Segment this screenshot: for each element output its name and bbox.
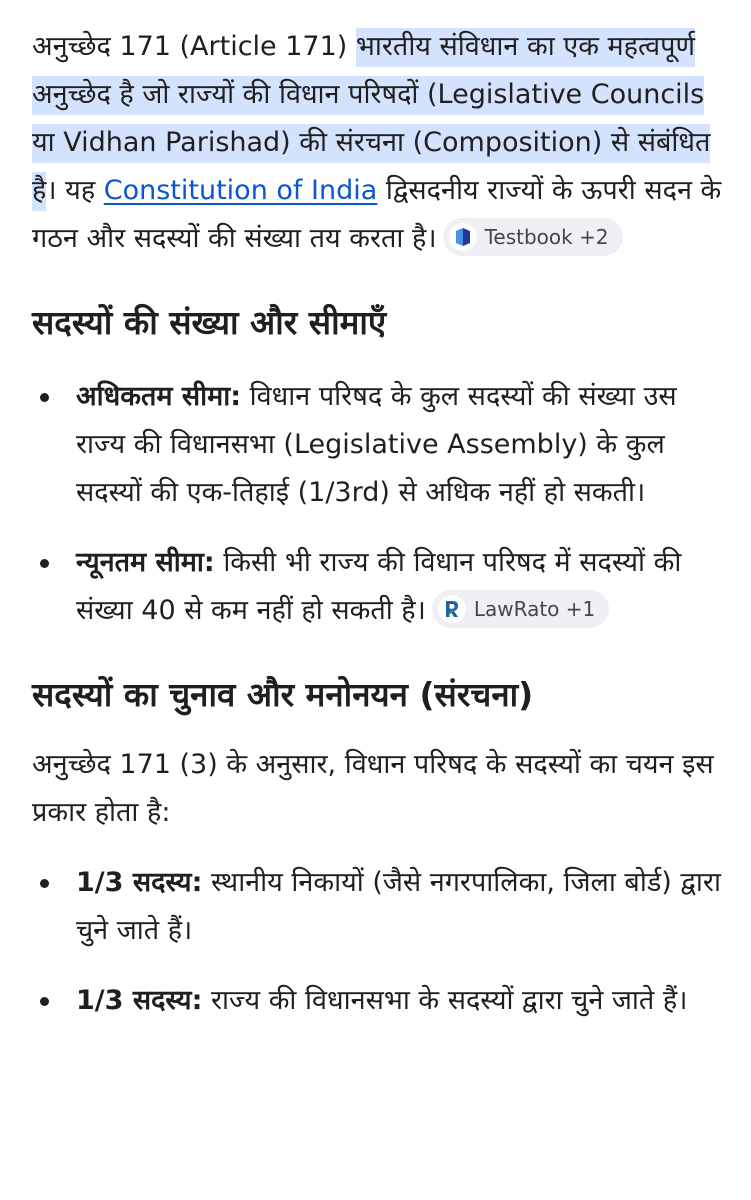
section-heading-election: सदस्यों का चुनाव और मनोनयन (संरचना) — [32, 675, 534, 714]
source-chip-testbook[interactable] — [443, 218, 623, 256]
limits-list — [32, 373, 732, 635]
bullet-dot — [40, 997, 49, 1006]
source-chip-lawrato[interactable] — [432, 590, 609, 628]
list-item-text: विधान परिषद के कुल सदस्यों की संख्या उस राज्य की विधानसभा (Legislative Assembly) के कुल सदस्यों की एक-तिहाई (1/3rd) से अधिक नहीं हो सकती। — [76, 381, 677, 508]
highlighted-text[interactable]: भारतीय संविधान का एक महत्वपूर्ण अनुच्छेद है जो राज्यों की विधान परिषदों (Legislative Councils या Vidhan Parishad) की संरचना (Composition) से संबंधित है — [32, 28, 710, 211]
list-item — [32, 373, 732, 517]
composition-list — [32, 859, 732, 1025]
constitution-link[interactable]: Constitution of India — [103, 175, 378, 206]
list-item — [32, 977, 732, 1025]
section-heading-members: सदस्यों की संख्या और सीमाएँ — [32, 303, 387, 342]
list-item-term: अधिकतम सीमा: — [76, 381, 242, 412]
list-item-term: 1/3 सदस्य: — [76, 985, 203, 1016]
list-item-term: न्यूनतम सीमा: — [76, 547, 215, 578]
source-chip-label: LawRato +1 — [473, 596, 596, 621]
list-item — [32, 539, 732, 635]
answer-content — [32, 23, 732, 1025]
bullet-dot — [40, 393, 49, 402]
intro-after-highlight: । यह — [46, 175, 104, 206]
bullet-dot — [40, 559, 49, 568]
source-chip-label: Testbook +2 — [484, 224, 609, 249]
election-intro-paragraph: अनुच्छेद 171 (3) के अनुसार, विधान परिषद के सदस्यों का चयन इस प्रकार होता है: — [32, 749, 714, 828]
list-item-text: किसी भी राज्य की विधान परिषद में सदस्यों की संख्या 40 से कम नहीं हो सकती है। — [76, 547, 682, 626]
list-item-term: 1/3 सदस्य: — [76, 867, 203, 898]
lawrato-logo-icon — [438, 595, 466, 623]
bullet-dot — [40, 879, 49, 888]
intro-paragraph — [32, 23, 732, 263]
list-item-text: स्थानीय निकायों (जैसे नगरपालिका, जिला बोर्ड) द्वारा चुने जाते हैं। — [76, 867, 721, 946]
intro-lead: अनुच्छेद 171 (Article 171) — [32, 31, 356, 62]
intro-tail: द्विसदनीय राज्यों के ऊपरी सदन के गठन और सदस्यों की संख्या तय करता है। — [32, 175, 722, 254]
list-item-text: राज्य की विधानसभा के सदस्यों द्वारा चुने जाते हैं। — [202, 985, 688, 1016]
list-item — [32, 859, 732, 955]
testbook-logo-icon — [449, 223, 477, 251]
